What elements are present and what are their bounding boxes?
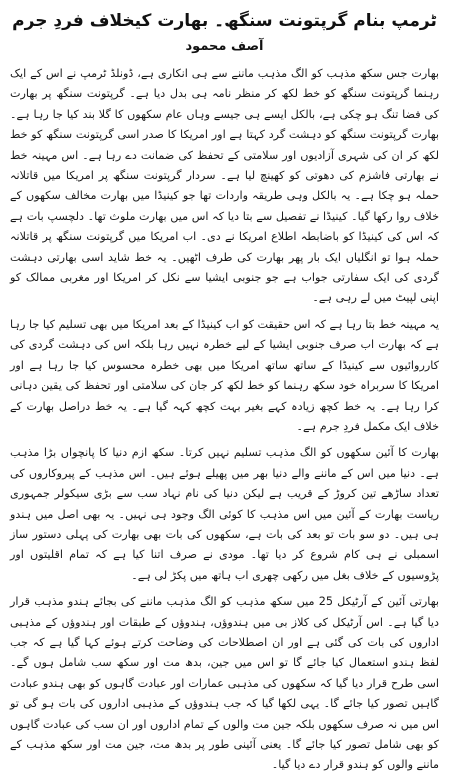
- article-paragraph: بھارتی آئین کے آرٹیکل 25 میں سکھ مذہب کو الگ مذہب ماننے کی بجائے ہندو مذہب قرار دیا گیا ہے۔ اس آرٹیکل کی کلاز بی میں ہندوؤں، ہندوؤں کے طبقات اور ہندوؤں کے مذہبی اداروں کی بات کی گئی ہے اور ان اصطلاحات کی وضاحت کرتے ہوئے کہا گیا ہے کہ جب لفظ ہندو استعمال کیا جائے گا تو اس میں جین، بدھ مت اور سکھ سب شامل ہوں گے۔ اسی طرح قرار دیا گیا کہ سکھوں کی مذہبی عمارات اور عبادت گاہوں کو بھی ہندو عبادت گاہیں تصور کیا جائے گا۔ یہی لکھا گیا کہ جب ہندوؤں کے مذہبی اداروں کی بات ہو گی تو اس میں نہ صرف سکھوں بلکہ جین مت والوں کے تمام اداروں اور ان سب کی عبادت گاہوں کو بھی شامل تصور کیا جائے گا۔ یعنی آئینی طور پر بدھ مت، جین مت اور سکھ مذہب کے ماننے والوں کو ہندو قرار دے دیا گیا۔: [10, 595, 439, 772]
- article-paragraph: بھارت جس سکھ مذہب کو الگ مذہب ماننے سے ہی انکاری ہے، ڈونلڈ ٹرمپ نے اس کے ایک رہنما گرپتونت سنگھ کو خط لکھ کر منظر نامہ ہی بدل دیا ہے۔ گرپتونت سنگھ پر بھارت کی فضا تنگ ہو چکی ہے، بالکل ایسے ہی جیسے وہاں عام سکھوں کا گلا بند کیا جا رہا ہے۔ بھارت گرپتونت سنگھ کو دہشت گرد کہتا ہے اور امریکا کا صدر اسی گرپتونت سنگھ کو خط لکھ کر ان کی شہری آزادیوں اور سلامتی کے تحفظ کی ضمانت دے رہا ہے۔ اس مہینہ خط نے بھارتی فاشزم کی دھوتی کو کھینچ لیا ہے۔ سردار گرپتونت سنگھ پر امریکا میں قاتلانہ حملہ ہو چکا ہے۔ یہ بالکل وہی طریقہ واردات تھا جو کینیڈا میں بھارت مخالف سکھوں کے خلاف روا رکھا گیا۔ کینیڈا نے تفصیل سے بتا دیا کہ اس میں بھارت ملوث تھا۔ دلچسپ بات ہے کہ اس کی کینیڈا کو باضابطہ اطلاع امریکا نے دی۔ اب امریکا میں گرپتونت سنگھ پر قاتلانہ حملہ ہوا تو انگلیاں ایک بار پھر بھارت کی طرف اٹھیں۔ یہ خط شاید اسی بھارتی دہشت گردی کی ایک سفارتی جواب ہے جو جنوبی ایشیا سے نکل کر امریکا اور مغربی ممالک کو اپنی لپیٹ میں لے رہی ہے۔: [10, 67, 439, 305]
- article-author: آصف محمود: [185, 39, 264, 54]
- article-body: [10, 64, 439, 776]
- article-title: ٹرمپ بنام گرپتونت سنگھ۔ بھارت کیخلاف فردِ جرم: [12, 11, 437, 31]
- article-paragraph: یہ مہینہ خط بتا رہا ہے کہ اس حقیقت کو اب کینیڈا کے بعد امریکا میں بھی تسلیم کیا جا رہا ہے کہ بھارت اب صرف جنوبی ایشیا کے لیے خطرہ نہیں رہا بلکہ اس کی دہشت گردی کی کارروائیوں سے کینیڈا کے ساتھ ساتھ امریکا میں بھی خطرہ محسوس کیا جا رہا ہے اور امریکا کا سربراہ خود سکھ رہنما کو خط لکھ کر جان کی سلامتی اور تحفظ کی یقین دہانی کرا رہا ہے۔ یہ خط کچھ زیادہ کہے بغیر بہت کچھ کہہ گیا ہے۔ یہ خط دراصل بھارت کے خلاف ایک مکمل فردِ جرم ہے۔: [10, 317, 439, 433]
- article-paragraph: بھارت کا آئین سکھوں کو الگ مذہب تسلیم نہیں کرتا۔ سکھ ازم دنیا کا پانچواں بڑا مذہب ہے۔ دنیا میں اس کے ماننے والے دنیا بھر میں پھیلے ہوئے ہیں۔ اس مذہب کے پیروکاروں کی تعداد ساڑھے تین کروڑ کے قریب ہے لیکن دنیا کی نام نہاد سب سے بڑی سیکولر جمہوری ریاست بھارت کے آئین میں اس مذہب کا کوئی الگ وجود ہی نہیں۔ یہ بھی اصل میں ہندو ہی ہیں۔ دو سو بات تو بعد کی بات ہے، سکھوں کی بات بھی بھارت کی پہلی دستور ساز اسمبلی نے ہی کام شروع کر دیا تھا۔ مودی نے صرف اتنا کیا ہے کہ تمام اقلیتوں اور پڑوسیوں کے خلاف بغل میں رکھی چھری اب ہاتھ میں پکڑ لی ہے۔: [10, 446, 439, 582]
